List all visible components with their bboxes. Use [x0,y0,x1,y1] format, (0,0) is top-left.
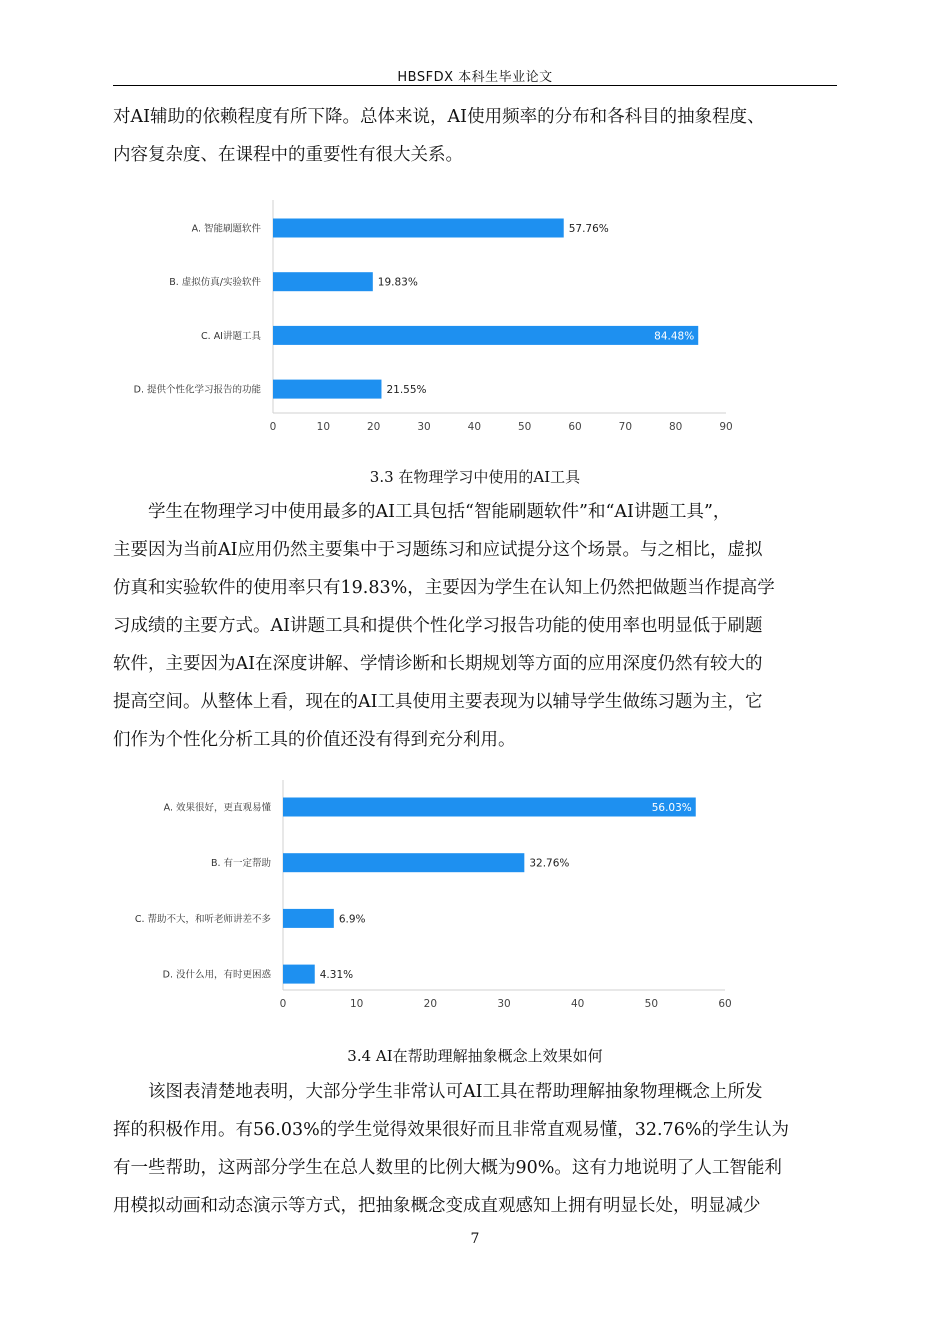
text-line: 仿真和实验软件的使用率只有19.83%，主要因为学生在认知上仍然把做题当作提高学 [113,578,775,598]
paragraph-bottom [113,1073,831,1225]
text-line: 挥的积极作用。有56.03%的学生觉得效果很好而且非常直观易懂，32.76%的学生认为 [113,1120,789,1140]
bar [283,909,334,928]
text-line: 提高空间。从整体上看，现在的AI工具使用主要表现为以辅导学生做练习题为主，它 [113,692,763,712]
x-tick-label: 0 [269,421,277,433]
category-label: C. 帮助不大，和听老师讲差不多 [134,913,271,925]
data-label: 57.76% [568,223,609,235]
category-label: B. 虚拟仿真/实验软件 [169,277,261,289]
x-tick-label: 10 [316,421,331,433]
figure-caption-3-3: 3.3 在物理学习中使用的AI工具 [369,468,581,486]
text-line: 该图表清楚地表明，大部分学生非常认可AI工具在帮助理解抽象物理概念上所发 [148,1082,763,1102]
x-tick-label: 20 [366,421,381,433]
x-tick-label: 40 [467,421,482,433]
x-tick-label: 80 [668,421,683,433]
x-tick-label: 10 [349,998,364,1010]
bar [273,272,373,291]
category-label: C. AI讲题工具 [201,330,261,342]
text-line: 软件，主要因为AI在深度讲解、学情诊断和长期规划等方面的应用深度仍然有较大的 [113,654,763,674]
text-line: 有一些帮助，这两部分学生在总人数里的比例大概为90%。这有力地说明了人工智能利 [113,1158,782,1178]
x-tick-label: 0 [279,998,287,1010]
x-tick-label: 30 [497,998,511,1010]
data-label: 84.48% [654,330,695,343]
data-label: 6.9% [338,913,366,926]
category-label: A. 效果很好，更直观易懂 [163,802,271,814]
bar [283,853,524,872]
x-tick-label: 50 [644,998,659,1010]
data-label: 56.03% [651,802,692,814]
data-label: 21.55% [386,384,427,397]
text-line: 对AI辅助的依赖程度有所下降。总体来说，AI使用频率的分布和各科目的抽象程度、 [113,107,765,127]
x-tick-label: 30 [417,421,431,433]
category-label: D. 提供个性化学习报告的功能 [133,384,261,396]
bar [273,219,564,238]
page-number: 7 [470,1231,480,1247]
x-tick-label: 50 [517,421,532,433]
text-line: 主要因为当前AI应用仍然主要集中于习题练习和应试提分这个场景。与之相比，虚拟 [113,540,763,560]
data-label: 4.31% [319,969,354,982]
bar [283,965,315,984]
data-label: 19.83% [377,276,418,289]
running-header: HBSFDX 本科生毕业论文 [397,70,553,85]
figure-ai-effect-chart [113,770,837,1020]
category-label: A. 智能刷题软件 [191,223,261,235]
x-tick-label: 60 [718,998,732,1010]
category-label: B. 有一定帮助 [210,858,271,870]
x-tick-label: 60 [568,421,582,433]
x-tick-label: 90 [719,421,733,433]
category-label: D. 没什么用，有时更困惑 [162,969,271,981]
text-line: 习成绩的主要方式。AI讲题工具和提供个性化学习报告功能的使用率也明显低于刷题 [113,616,763,636]
bar [273,326,698,345]
text-line: 用模拟动画和动态演示等方式，把抽象概念变成直观感知上拥有明显长处，明显减少 [113,1196,761,1216]
text-line: 内容复杂度、在课程中的重要性有很大关系。 [113,145,463,165]
header-rule [113,85,837,86]
x-tick-label: 40 [570,998,585,1010]
text-line: 们作为个性化分析工具的价值还没有得到充分利用。 [113,730,516,750]
x-tick-label: 70 [618,421,633,433]
chart-1-svg [113,190,837,445]
figure-ai-tools-chart [113,190,837,445]
paragraph-top [113,98,831,174]
figure-caption-3-4: 3.4 AI在帮助理解抽象概念上效果如何 [347,1047,603,1065]
data-label: 32.76% [529,857,570,870]
text-line: 学生在物理学习中使用最多的AI工具包括“智能刷题软件”和“AI讲题工具”， [148,502,731,522]
bar [283,798,696,817]
chart-2-svg [113,770,837,1020]
x-tick-label: 20 [423,998,438,1010]
paragraph-middle [113,493,831,759]
bar [273,380,381,399]
